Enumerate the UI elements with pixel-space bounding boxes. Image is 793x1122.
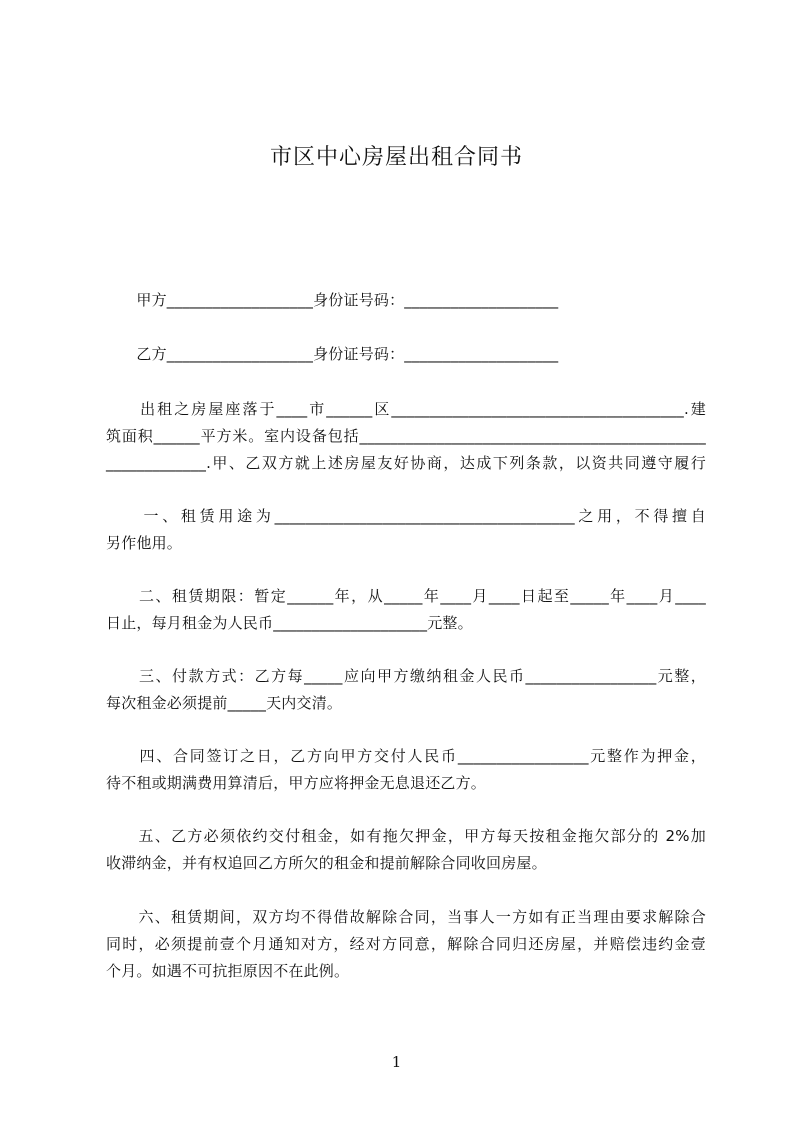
contract-line: 三、付款方式：乙方每_____应向甲方缴纳租金人民币_________________元整， [106,667,706,685]
contract-line: 日止，每月租金为人民币____________________元整。 [106,614,473,632]
page-title: 市区中心房屋出租合同书 [269,145,523,170]
contract-line: 收滞纳金，并有权追回乙方所欠的租金和提前解除合同收回房屋。 [106,854,547,872]
contract-line: 五、乙方必须依约交付租金，如有拖欠押金，甲方每天按租金拖欠部分的 2%加 [106,827,706,845]
contract-line: _____________.甲、乙双方就上述房屋友好协商，达成下列条款，以资共同遵守履行 [106,454,706,472]
contract-line: 出租之房屋座落于____市______区______________________________________.建 [106,400,706,418]
contract-line: 六、租赁期间，双方均不得借故解除合同，当事人一方如有正当理由要求解除合 [106,908,706,926]
contract-line: 筑面积______平方米。室内设备包括_____________________________________________ [106,427,706,445]
contract-line: 个月。如遇不可抗拒原因不在此例。 [106,962,350,980]
contract-line: 乙方___________________身份证号码：____________________ [106,345,559,363]
contract-line: 四、合同签订之日，乙方向甲方交付人民币_________________元整作为押金， [106,747,706,765]
contract-line: 二、租赁期限：暂定______年，从_____年____月____日起至_____年____月____ [106,587,706,605]
contract-line: 每次租金必须提前_____天内交清。 [106,694,343,712]
contract-line: 同时，必须提前壹个月通知对方，经对方同意，解除合同归还房屋，并赔偿违约金壹 [106,935,706,953]
contract-line: 待不租或期满费用算清后，甲方应将押金无息退还乙方。 [106,774,487,792]
contract-line: 另作他用。 [106,534,183,552]
page-number: 1 [391,1053,402,1071]
contract-line: 一、租赁用途为_______________________________________之用，不得擅自 [106,507,706,525]
contract-line: 甲方___________________身份证号码：____________________ [106,291,559,309]
